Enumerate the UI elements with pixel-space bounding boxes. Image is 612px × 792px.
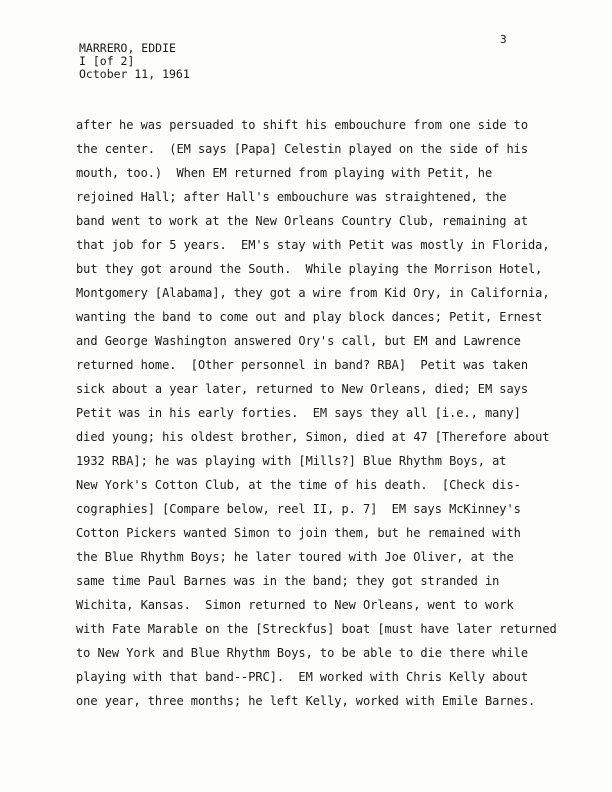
body-line: Wichita, Kansas. Simon returned to New Orleans, went to work [76,598,514,612]
body-line: to New York and Blue Rhythm Boys, to be able to die there while [76,646,529,660]
page-number: 3 [500,33,507,46]
body-line: the center. (EM says [Papa] Celestin played on the side of his [76,142,529,156]
body-line: Montgomery [Alabama], they got a wire from Kid Ory, in California, [76,286,550,300]
body-line: after he was persuaded to shift his embouchure from one side to [76,118,529,132]
body-line: same time Paul Barnes was in the band; they got stranded in [76,574,500,588]
body-line: Cotton Pickers wanted Simon to join them, but he remained with [76,526,521,540]
body-line: New York's Cotton Club, at the time of his death. [Check dis- [76,478,521,492]
body-line: rejoined Hall; after Hall's embouchure was straightened, the [76,190,507,204]
interviewee-name: MARRERO, EDDIE [79,41,176,55]
body-line: wanting the band to come out and play block dances; Petit, Ernest [76,310,543,324]
body-line: mouth, too.) When EM returned from playing with Petit, he [76,166,493,180]
document-header [79,42,190,81]
interview-date: October 11, 1961 [79,67,190,81]
body-line: but they got around the South. While playing the Morrison Hotel, [76,262,543,276]
reel-label: I [of 2] [79,54,135,68]
body-line: 1932 RBA]; he was playing with [Mills?] Blue Rhythm Boys, at [76,454,507,468]
body-line: the Blue Rhythm Boys; he later toured with Joe Oliver, at the [76,550,514,564]
body-line: one year, three months; he left Kelly, worked with Emile Barnes. [76,694,536,708]
body-line: that job for 5 years. EM's stay with Petit was mostly in Florida, [76,238,550,252]
body-line: died young; his oldest brother, Simon, died at 47 [Therefore about [76,430,550,444]
body-line: sick about a year later, returned to New Orleans, died; EM says [76,382,529,396]
body-line: cographies] [Compare below, reel II, p. 7] EM says McKinney's [76,502,521,516]
body-line: returned home. [Other personnel in band? RBA] Petit was taken [76,358,529,372]
body-line: and George Washington answered Ory's call, but EM and Lawrence [76,334,521,348]
body-line: with Fate Marable on the [Streckfus] boat [must have later returned [76,622,557,636]
body-line: Petit was in his early forties. EM says they all [i.e., many] [76,406,521,420]
body-line: playing with that band--PRC]. EM worked with Chris Kelly about [76,670,529,684]
transcript-body [76,113,576,713]
body-line: band went to work at the New Orleans Country Club, remaining at [76,214,529,228]
